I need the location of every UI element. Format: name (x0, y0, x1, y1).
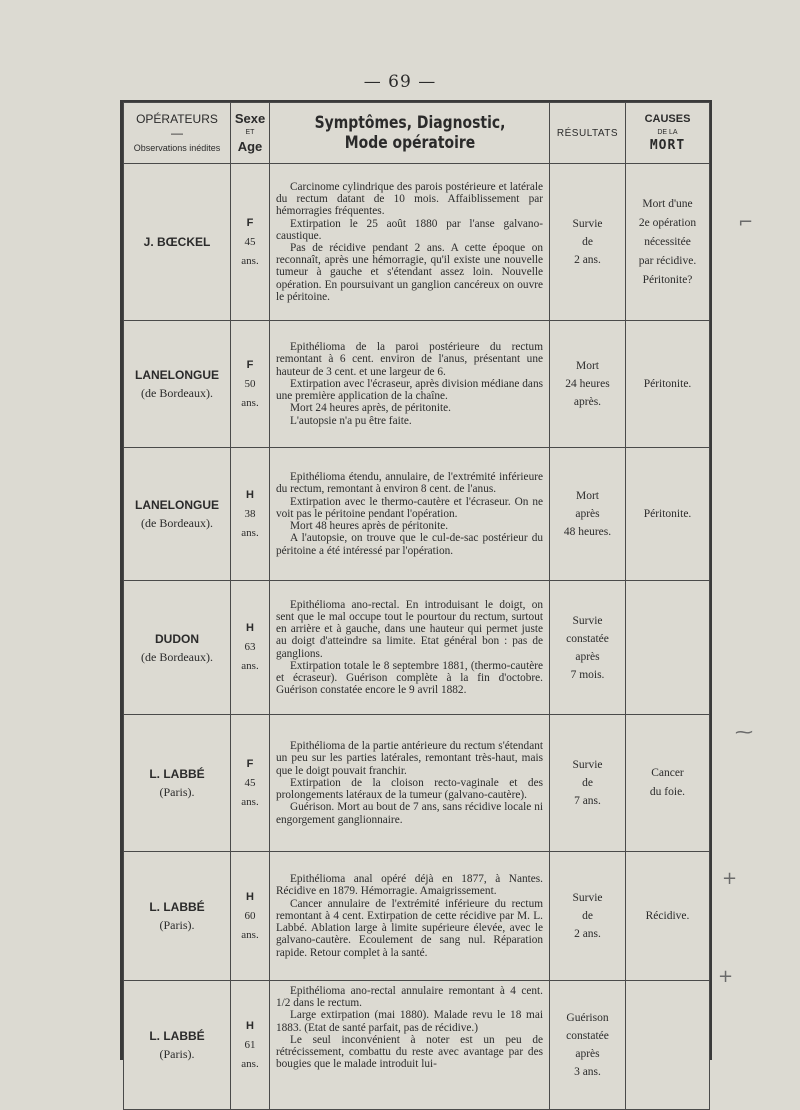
margin-mark: + (722, 868, 738, 889)
symptomes-cell (270, 321, 550, 448)
cause-line: Cancer (651, 767, 684, 779)
resultat-line: 2 ans. (574, 254, 601, 266)
operateur-name: L. LABBÉ (149, 767, 205, 781)
resultat-line: 48 heures. (563, 526, 612, 538)
sexe-value: H (246, 488, 254, 501)
header-resultats: RÉSULTATS (550, 103, 626, 164)
cause-line: Péritonite. (643, 507, 692, 520)
cause-line: Péritonite. (643, 377, 692, 390)
header-et: ET (245, 129, 255, 136)
resultat-cell (550, 981, 626, 1110)
symptome-paragraph: Mort 24 heures après, de péritonite. (290, 402, 451, 415)
resultat-cell (550, 715, 626, 852)
resultat-line: Survie (572, 218, 603, 230)
header-causes (626, 103, 710, 164)
symptomes-cell (270, 715, 550, 852)
sexe-age-cell (231, 448, 270, 581)
operateur-lieu: (de Bordeaux). (141, 386, 213, 400)
cause-line: par récidive. (638, 254, 697, 267)
resultat-line: 3 ans. (574, 1066, 601, 1078)
sexe-value: F (246, 358, 254, 371)
sexe-value: H (246, 890, 254, 903)
age-value: 50 (244, 377, 256, 390)
operateur-cell (124, 981, 231, 1110)
header-age: Age (237, 139, 263, 154)
operateur-name: DUDON (155, 631, 199, 646)
symptome-paragraph: Epithélioma ano-rectal. En introduisant le doigt, on sent que le mal occupe tout le pourtour du rectum, surtout en arrière et à gauche, dans une hauteur qui permet juste au doigt d'atteindre sa limite. Etat général bon : pas de ganglions. (276, 598, 543, 660)
resultat-cell (550, 164, 626, 321)
resultat-cell (550, 581, 626, 715)
age-unit: ans. (241, 1057, 259, 1070)
cause-line: Récidive. (645, 909, 690, 922)
symptome-paragraph: Pas de récidive pendant 2 ans. A cette époque on reconnaît, après une hémorragie, qu'il existe une nouvelle tumeur à gauche et s'étendant assez loin. Nouvelle opération. En poursuivant un ganglion cancéreux on ouvre le péritoine. (276, 242, 543, 303)
table-row (124, 321, 710, 448)
operateur-lieu: (Paris). (159, 1047, 195, 1061)
symptome-paragraph: Carcinome cylindrique des parois postérieure et latérale du rectum datant de 10 mois. Affaiblissement par hémorragies fréquentes. (276, 180, 543, 218)
resultat-line: Mort (576, 490, 599, 502)
page-number: — 69 — (363, 72, 437, 92)
age-value: 45 (244, 776, 256, 789)
sexe-age-cell (231, 321, 270, 448)
cause-cell (626, 448, 710, 581)
margin-mark: ⌐ (738, 212, 754, 233)
operateur-name: LANELONGUE (135, 498, 219, 512)
resultat-line: 7 mois. (570, 668, 605, 681)
symptome-paragraph: Extirpation avec l'écraseur, après division médiane dans une première application de la chaîne. (276, 377, 543, 403)
symptomes-cell (270, 981, 550, 1110)
operateur-cell (124, 581, 231, 715)
age-unit: ans. (241, 396, 259, 409)
symptome-paragraph: Cancer annulaire de l'extrémité inférieure du rectum remontant à 4 cent. Extirpation de cette récidive par M. L. Labbé. Ablation large à limite supérieure élevée, avec le galvano-cautère. Ecoulement de sang nul. Réparation rapide. Retour complet à la santé. (276, 897, 543, 959)
resultat-line: 24 heures (565, 378, 610, 390)
header-de-la: DE LA (657, 129, 678, 136)
cause-line: Péritonite? (642, 273, 693, 286)
age-unit: ans. (241, 254, 259, 267)
sexe-value: F (246, 757, 254, 770)
symptome-paragraph: Extirpation le 25 août 1880 par l'anse galvano-caustique. (276, 217, 543, 242)
resultat-cell (550, 852, 626, 981)
symptome-paragraph: Extirpation totale le 8 septembre 1881, (thermo-cautère et écraseur). Guérison complète à la fin d'octobre. Guérison constatée encore le 9 avril 1882. (276, 659, 543, 697)
symptomes-cell (270, 581, 550, 715)
operateur-lieu: (Paris). (159, 918, 195, 932)
sexe-age-cell (231, 981, 270, 1110)
operateur-name: L. LABBÉ (149, 1029, 205, 1043)
sexe-value: F (246, 216, 254, 229)
header-mort: MORT (649, 138, 686, 153)
age-value: 63 (244, 641, 256, 653)
symptome-paragraph: Le seul inconvénient à noter est un peu de rétrécissement, combattu du reste avec avantage par des bougies que le malade introduit lui- (276, 1033, 543, 1071)
cause-line: Mort d'une (642, 197, 693, 210)
cause-line: nécessitée (644, 235, 691, 248)
header-symptomes: Symptômes, Diagnostic, Mode opératoire (295, 103, 525, 164)
resultat-line: Mort (576, 360, 599, 372)
header-operateurs-label: OPÉRATEURS (136, 111, 218, 126)
symptomes-cell (270, 852, 550, 981)
resultat-line: après (575, 1048, 600, 1060)
sexe-age-cell (231, 852, 270, 981)
resultat-line: Survie (572, 759, 603, 771)
sexe-age-cell (231, 164, 270, 321)
age-value: 60 (244, 909, 256, 922)
header-operateurs (124, 103, 231, 164)
resultat-line: constatée (566, 632, 609, 645)
resultat-line: Survie (572, 614, 603, 627)
header-sexe: Sexe (234, 111, 266, 126)
resultat-line: de (582, 910, 593, 922)
symptome-paragraph: Epithélioma ano-rectal annulaire remontant à 4 cent. 1/2 dans le rectum. (276, 985, 543, 1010)
symptomes-cell (270, 164, 550, 321)
operateur-name: J. BŒCKEL (143, 235, 211, 249)
header-observations: Observations inédites (133, 142, 221, 153)
symptomes-cell (270, 448, 550, 581)
table-row (124, 448, 710, 581)
table-row (124, 715, 710, 852)
sexe-value: H (246, 622, 254, 634)
table-header-row (124, 103, 710, 164)
table-row (124, 164, 710, 321)
age-unit: ans. (241, 928, 259, 941)
sexe-age-cell (231, 715, 270, 852)
age-value: 61 (244, 1038, 256, 1051)
table-row (124, 581, 710, 715)
resultat-line: 2 ans. (574, 928, 601, 940)
resultat-line: après (575, 650, 600, 663)
sexe-age-cell (231, 581, 270, 715)
cause-cell (626, 981, 710, 1110)
age-value: 45 (244, 235, 256, 248)
resultat-line: Survie (572, 892, 603, 904)
operateur-cell (124, 715, 231, 852)
observations-table (123, 102, 710, 1110)
resultat-line: de (582, 236, 593, 248)
operateur-name: LANELONGUE (135, 368, 219, 382)
symptome-paragraph: Epithélioma anal opéré déjà en 1877, à Nantes. Récidive en 1879. Hémorragie. Amaigrissement. (276, 873, 543, 898)
operateur-lieu: (de Bordeaux). (141, 649, 213, 664)
sexe-value: H (246, 1019, 254, 1032)
symptome-paragraph: Epithélioma de la partie antérieure du rectum s'étendant un peu sur les parties latérales, remontant très-haut, mais que le doigt pouvait franchir. (276, 740, 543, 777)
cause-cell (626, 852, 710, 981)
resultat-line: constatée (566, 1030, 609, 1042)
header-dash: — (171, 125, 183, 140)
header-causes-label: CAUSES (644, 113, 691, 125)
operateur-cell (124, 321, 231, 448)
header-sexe-age (231, 103, 270, 164)
operateur-name: L. LABBÉ (149, 900, 205, 914)
resultat-line: après (575, 508, 600, 520)
cause-cell (626, 321, 710, 448)
cause-cell (626, 164, 710, 321)
operateur-cell (124, 852, 231, 981)
age-unit: ans. (241, 795, 259, 808)
symptome-paragraph: L'autopsie n'a pu être faite. (290, 414, 412, 427)
symptome-paragraph: Extirpation de la cloison recto-vaginale et des prolongements latéraux de la tumeur (galvano-cautère). (276, 776, 543, 802)
resultat-line: de (582, 777, 593, 789)
symptome-paragraph: Extirpation avec le thermo-cautère et l'écraseur. On ne voit pas le péritoine pendant l'opération. (276, 495, 543, 520)
symptome-paragraph: Mort 48 heures après de péritonite. (290, 520, 449, 533)
age-unit: ans. (241, 526, 259, 539)
symptome-paragraph: Epithélioma de la paroi postérieure du rectum remontant à 6 cent. environ de l'anus, présentant une hauteur de 3 cent. et une largeur de 6. (276, 341, 543, 378)
table-row (124, 981, 710, 1110)
symptome-paragraph: Epithélioma étendu, annulaire, de l'extrémité inférieure du rectum, remontant à environ 8 cent. de l'anus. (276, 471, 543, 496)
operateur-lieu: (de Bordeaux). (141, 516, 213, 530)
age-value: 38 (244, 507, 256, 520)
resultat-line: Guérison (566, 1012, 609, 1024)
symptome-paragraph: Guérison. Mort au bout de 7 ans, sans récidive locale ni engorgement ganglionnaire. (276, 801, 543, 826)
margin-mark: + (718, 966, 734, 987)
symptome-paragraph: A l'autopsie, on trouve que le cul-de-sac postérieur du péritoine a été intéressé par l'opération. (276, 532, 543, 557)
cause-cell (626, 581, 710, 715)
cause-line: du foie. (649, 786, 686, 798)
resultat-cell (550, 321, 626, 448)
resultat-line: après. (573, 396, 602, 408)
cause-cell (626, 715, 710, 852)
margin-mark: ⁓ (735, 722, 753, 743)
operateur-cell (124, 448, 231, 581)
observations-table-frame (120, 100, 712, 1078)
resultat-cell (550, 448, 626, 581)
resultat-line: 7 ans. (574, 795, 601, 807)
age-unit: ans. (241, 660, 259, 672)
cause-line: 2e opération (638, 216, 697, 229)
table-row (124, 852, 710, 981)
operateur-lieu: (Paris). (159, 785, 195, 799)
operateur-cell (124, 164, 231, 321)
symptome-paragraph: Large extirpation (mai 1880). Malade revu le 18 mai 1883. (Etat de santé parfait, pas de récidive.) (276, 1009, 543, 1034)
